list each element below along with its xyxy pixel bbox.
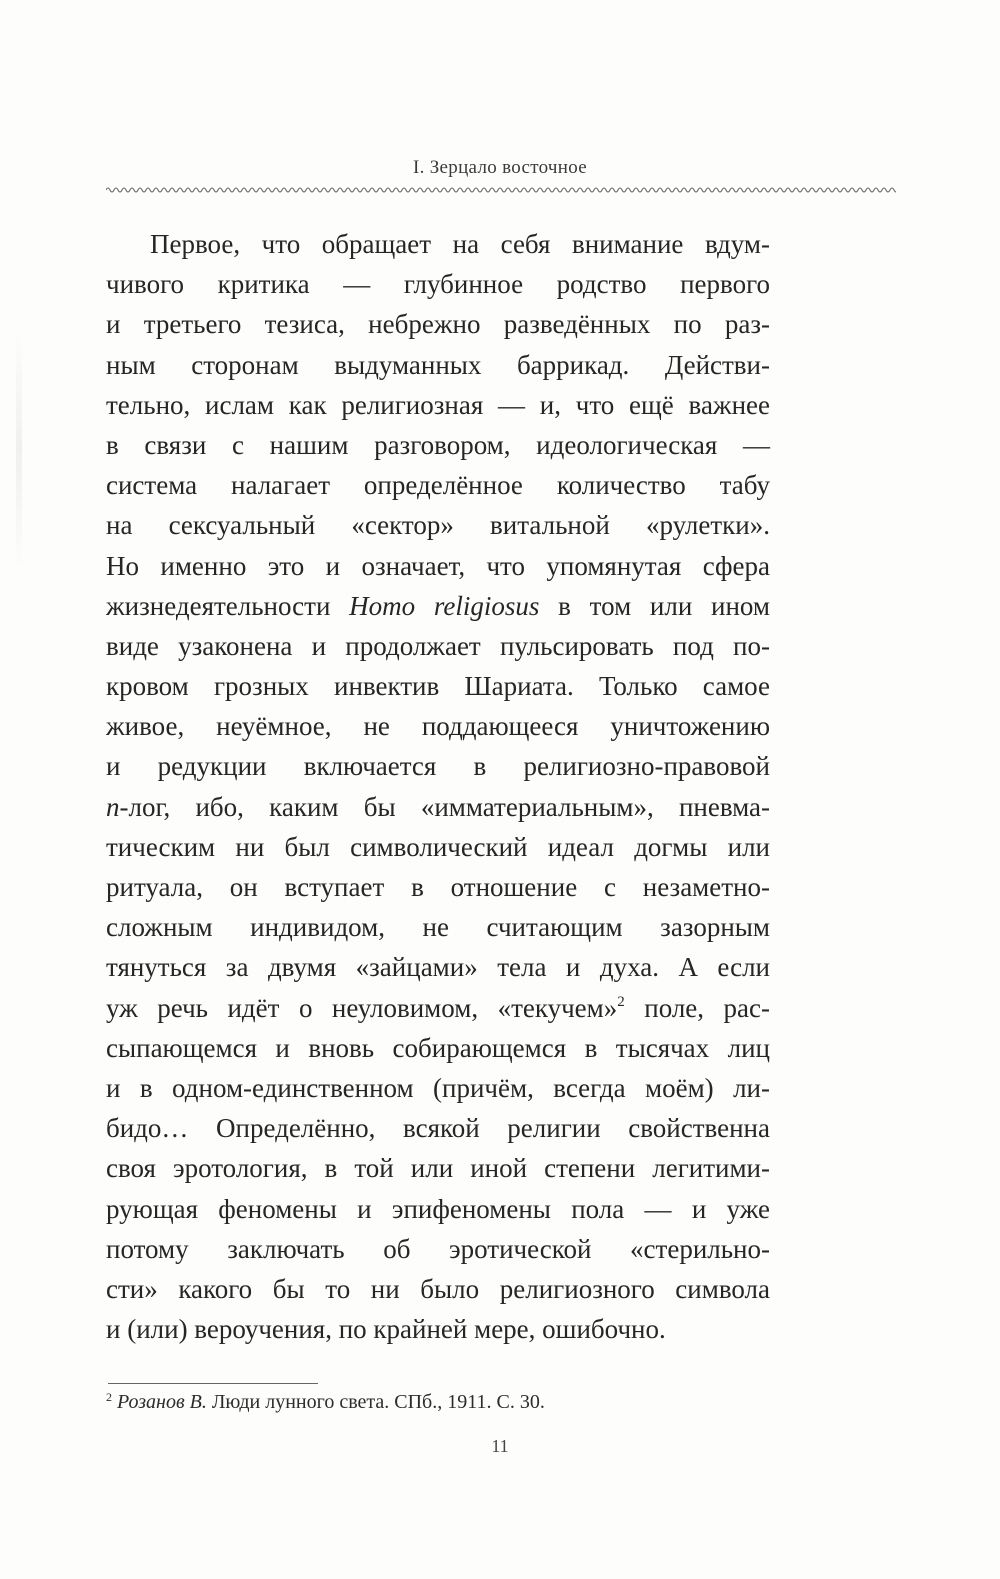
text-line-with-italic (106, 586, 770, 626)
italic-term: n- (106, 791, 129, 822)
text-line: своя эротология, в той или иной степени легитими- (106, 1153, 770, 1184)
text-line: Первое, что обращает на себя внимание вдум- (150, 229, 770, 259)
italic-term: Homo religiosus (349, 590, 540, 621)
footnote-reference[interactable]: 2 (617, 993, 625, 1010)
text-line: ным сторонам выдуманных баррикад. Действи- (106, 349, 770, 380)
text-line: чивого критика — глубинное родство первого (106, 269, 770, 300)
text-fragment: уж речь идёт о неуловимом, «текучем» (106, 992, 618, 1023)
text-line: сти» какого бы то ни было религиозного символа (106, 1273, 770, 1304)
text-line: сложным индивидом, не считающим зазорным (106, 912, 770, 943)
text-line: Но именно это и означает, что упомянутая сфера (106, 550, 770, 581)
text-fragment: жизнедеятельности (106, 590, 331, 621)
text-line-with-footnote-ref (106, 988, 770, 1028)
footnote-author: Розанов В. (117, 1391, 207, 1413)
text-line: виде узаконена и продолжает пульсировать под по- (106, 630, 770, 661)
text-line: на сексуальный «сектор» витальной «рулетки». (106, 510, 770, 541)
text-line: и в одном-единственном (причём, всегда моём) ли- (106, 1072, 770, 1103)
wavy-rule-icon (106, 183, 896, 197)
text-line: тянуться за двумя «зайцами» тела и духа. А если (106, 952, 770, 983)
text-line: и третьего тезиса, небрежно разведённых по раз- (106, 309, 770, 340)
text-line: бидо… Определённо, всякой религии свойственна (106, 1113, 770, 1144)
footnote-text: Люди лунного света. СПб., 1911. С. 30. (206, 1391, 545, 1413)
text-line: рующая феномены и эпифеномены пола — и уже (106, 1193, 770, 1224)
scan-shadow (16, 330, 22, 570)
text-fragment: в том или ином (558, 590, 771, 621)
page-number: 11 (491, 1436, 509, 1456)
text-line: живое, неуёмное, не поддающееся уничтожению (106, 711, 770, 742)
text-line: тельно, ислам как религиозная — и, что ещё важнее (106, 389, 770, 420)
text-line: сыпающемся и вновь собирающемся в тысячах лиц (106, 1032, 770, 1063)
text-line: тическим ни был символический идеал догмы или (106, 831, 770, 862)
text-line: и редукции включается в религиозно-правовой (106, 751, 770, 782)
text-line: в связи с нашим разговором, идеологическая — (106, 429, 770, 460)
text-line: потому заключать об эротической «стерильно- (106, 1233, 770, 1264)
running-head: I. Зерцало восточное (413, 157, 587, 178)
text-line-with-italic (106, 787, 770, 827)
text-line: система налагает определённое количество табу (106, 470, 770, 501)
footnote (106, 1389, 786, 1415)
text-line: ритуала, он вступает в отношение с незаметно- (106, 872, 770, 902)
text-fragment: лог, ибо, каким бы «имматериальным», пневма- (128, 791, 770, 822)
main-paragraph (106, 224, 770, 1349)
text-line: и (или) вероучения, по крайней мере, ошибочно. (106, 1314, 666, 1345)
text-line: кровом грозных инвектив Шариата. Только самое (106, 671, 770, 702)
footnote-divider (108, 1383, 318, 1384)
footnote-marker: 2 (106, 1390, 112, 1404)
text-fragment: поле, рас- (624, 992, 770, 1023)
